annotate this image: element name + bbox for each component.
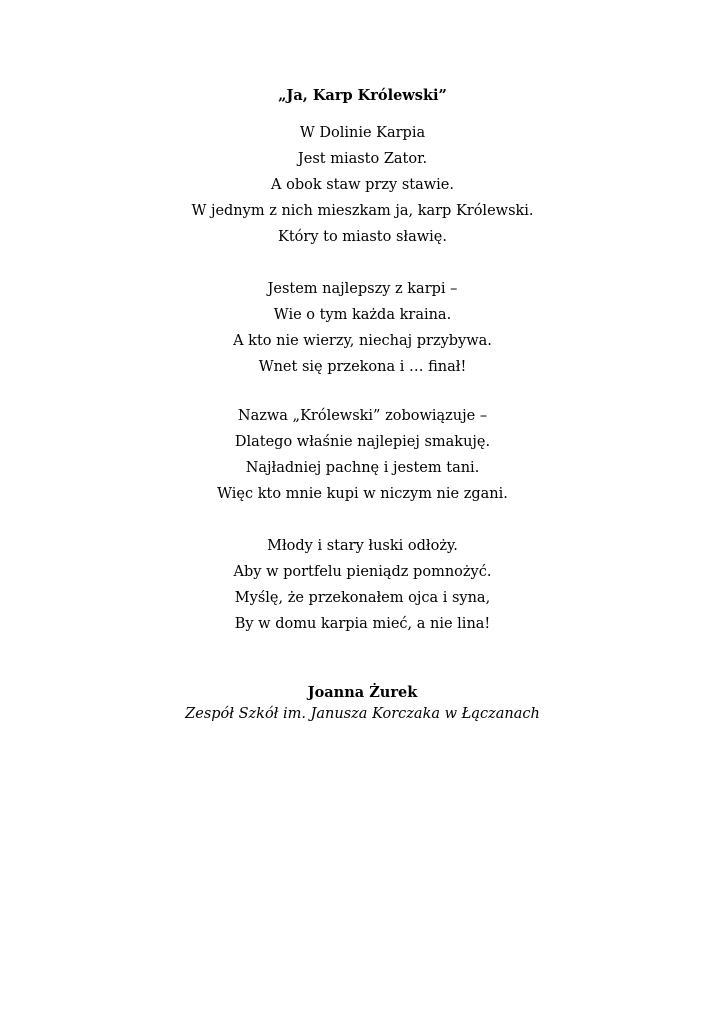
poem-line: Wie o tym każda kraina. (273, 307, 452, 323)
poem-line: Aby w portfelu pieniądz pomnożyć. (233, 564, 492, 580)
poem-line: Wnet się przekona i … finał! (258, 359, 467, 375)
poem-line: Najładniej pachnę i jestem tani. (245, 460, 480, 476)
poem-line: Myślę, że przekonałem ojca i syna, (234, 590, 491, 606)
author-name: Joanna Żurek (307, 684, 418, 701)
poem-line: Młody i stary łuski odłoży. (267, 538, 458, 554)
author-school: Zespół Szkół im. Janusza Korczaka w Łączanach (185, 706, 540, 722)
poem-line: Dlatego właśnie najlepiej smakuję. (234, 434, 491, 450)
poem-line: By w domu karpia mieć, a nie lina! (234, 616, 491, 632)
poem-line: A kto nie wierzy, niechaj przybywa. (233, 333, 492, 349)
poem-line: W Dolinie Karpia (299, 125, 426, 141)
poem-stanza-2 (0, 276, 725, 380)
poem-line: W jednym z nich mieszkam ja, karp Królewski. (191, 203, 534, 219)
poem-line: A obok staw przy stawie. (271, 177, 454, 193)
poem-stanza-1 (0, 120, 725, 250)
poem-line: Więc kto mnie kupi w niczym nie zgani. (217, 486, 508, 502)
poem-stanza-3 (0, 403, 725, 507)
poem-stanza-4 (0, 533, 725, 637)
poem-title: „Ja, Karp Królewski” (278, 87, 447, 104)
poem-line: Który to miasto sławię. (278, 229, 447, 245)
poem-line: Jest miasto Zator. (297, 151, 428, 167)
poem-line: Jestem najlepszy z karpi – (267, 281, 458, 297)
poem-line: Nazwa „Królewski” zobowiązuje – (237, 408, 488, 424)
